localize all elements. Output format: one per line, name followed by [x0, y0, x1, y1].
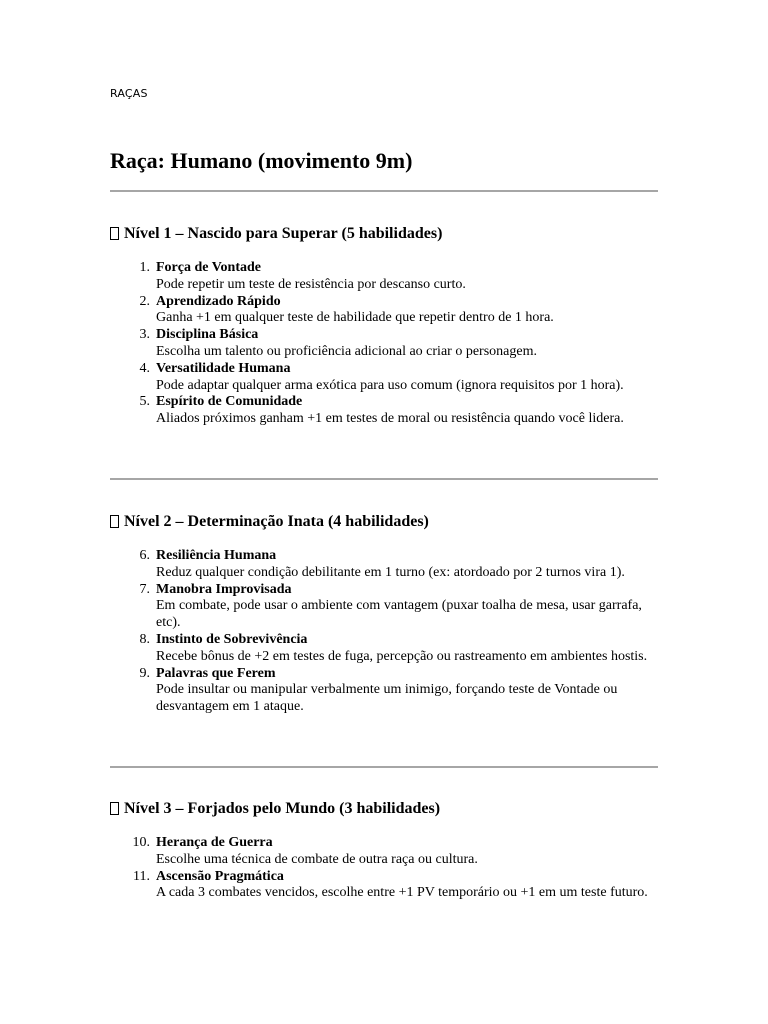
level-1-heading	[110, 223, 442, 245]
ability-name: Resiliência Humana	[156, 548, 277, 563]
level-3-ability-list	[110, 835, 660, 902]
ability-name: Palavras que Ferem	[156, 665, 276, 681]
ability-description: A cada 3 combates vencidos, escolhe entre +1 PV temporário ou +1 em um teste futuro.	[156, 885, 648, 901]
ability-description: Escolhe uma técnica de combate de outra raça ou cultura.	[156, 851, 478, 867]
list-number: 1.	[139, 260, 150, 275]
level-1-heading-text: Nível 1 – Nascido para Superar (5 habilidades)	[124, 225, 443, 242]
ability-description: Reduz qualquer condição debilitante em 1 turno (ex: atordoado por 2 turnos vira 1).	[156, 564, 625, 580]
list-number: 6.	[139, 548, 150, 563]
ability-name: Manobra Improvisada	[156, 581, 292, 597]
list-item	[110, 327, 660, 361]
ability-name: Disciplina Básica	[156, 327, 259, 343]
page-title: Raça: Humano (movimento 9m)	[110, 148, 413, 173]
list-item	[110, 294, 660, 328]
list-item	[110, 835, 660, 869]
list-number: 3.	[139, 327, 150, 343]
ability-name: Espírito de Comunidade	[156, 394, 303, 410]
ability-description: Pode repetir um teste de resistência por descanso curto.	[156, 276, 466, 292]
list-item	[110, 260, 660, 294]
level-2-ability-list	[110, 548, 660, 716]
ability-name: Ascensão Pragmática	[156, 868, 284, 884]
ability-description: Pode adaptar qualquer arma exótica para uso comum (ignora requisitos por 1 hora).	[156, 377, 624, 393]
missing-glyph-box-icon	[110, 802, 119, 815]
list-item	[110, 632, 660, 666]
list-number: 10.	[132, 835, 150, 850]
ability-name: Instinto de Sobrevivência	[156, 631, 308, 647]
level-3-heading-text: Nível 3 – Forjados pelo Mundo (3 habilidades)	[124, 800, 441, 817]
horizontal-rule	[110, 478, 658, 480]
ability-name: Versatilidade Humana	[156, 360, 291, 376]
ability-description: Aliados próximos ganham +1 em testes de moral ou resistência quando você lidera.	[156, 411, 624, 427]
list-item	[110, 582, 660, 632]
horizontal-rule	[110, 190, 658, 192]
ability-description: Recebe bônus de +2 em testes de fuga, percepção ou rastreamento em ambientes hostis.	[156, 648, 648, 664]
level-3-heading	[110, 798, 440, 820]
list-item	[110, 548, 660, 582]
list-item	[110, 666, 660, 716]
ability-name: Aprendizado Rápido	[156, 293, 281, 309]
list-number: 4.	[139, 360, 150, 376]
ability-name: Herança de Guerra	[156, 835, 273, 850]
missing-glyph-box-icon	[110, 227, 119, 240]
ability-description: Pode insultar ou manipular verbalmente um inimigo, forçando teste de Vontade ou desvantagem em 1 ataque.	[156, 682, 618, 715]
horizontal-rule	[110, 766, 658, 768]
list-number: 5.	[139, 394, 150, 410]
list-number: 7.	[139, 581, 150, 597]
ability-description: Escolha um talento ou proficiência adicional ao criar o personagem.	[156, 343, 537, 359]
list-number: 8.	[139, 631, 150, 647]
list-item	[110, 361, 660, 395]
ability-name: Força de Vontade	[156, 260, 261, 275]
list-number: 9.	[139, 665, 150, 681]
list-number: 2.	[139, 293, 150, 309]
running-header: RAÇAS	[110, 87, 148, 100]
level-2-heading	[110, 511, 429, 533]
list-item	[110, 869, 660, 903]
level-2-heading-text: Nível 2 – Determinação Inata (4 habilidades)	[124, 513, 429, 530]
level-1-ability-list	[110, 260, 660, 428]
ability-description: Ganha +1 em qualquer teste de habilidade que repetir dentro de 1 hora.	[156, 310, 554, 326]
list-item	[110, 394, 660, 428]
missing-glyph-box-icon	[110, 515, 119, 528]
ability-description: Em combate, pode usar o ambiente com vantagem (puxar toalha de mesa, usar garrafa, etc).	[156, 598, 642, 631]
list-number: 11.	[133, 868, 150, 884]
